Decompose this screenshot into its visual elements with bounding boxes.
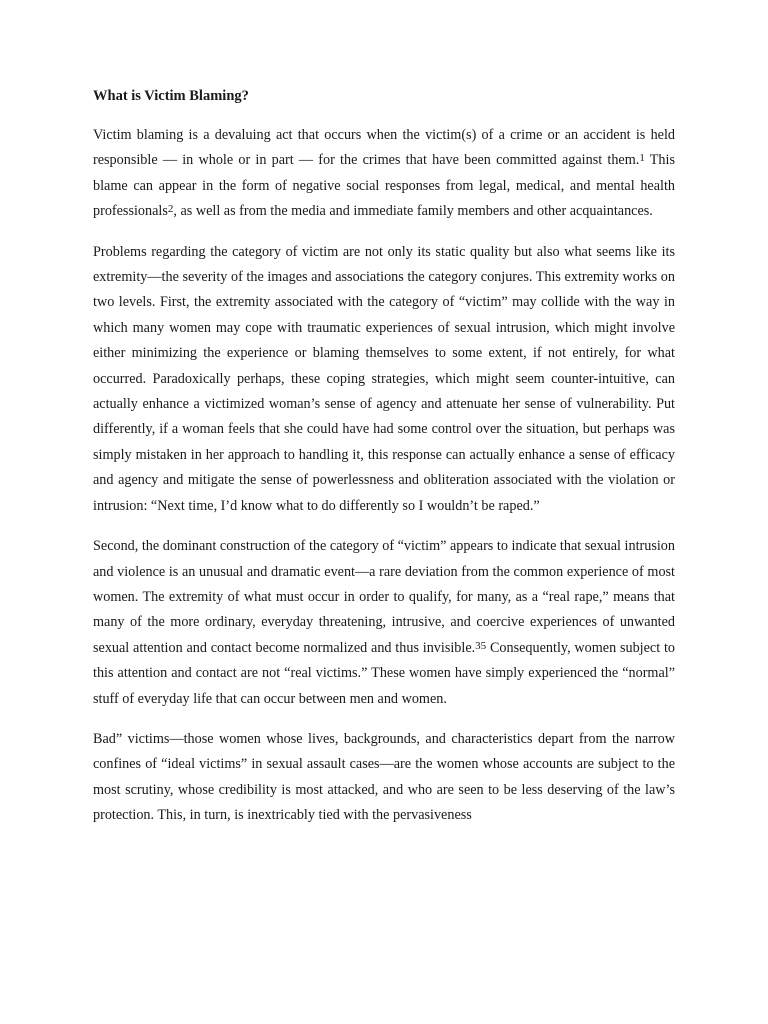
paragraph-1 bbox=[93, 123, 675, 225]
paragraph-1-text-b: This blame can appear in the form of negative social responses from legal, medical, and mental health professionals bbox=[93, 152, 675, 220]
paragraph-4: Bad” victims—those women whose lives, backgrounds, and characteristics depart from the narrow confines of “ideal victims” in sexual assault cases—are the women whose accounts are subject to the most scrutiny, whose credibility is most attacked, and who are seen to be less deserving of the law’s protection. This, in turn, is inextricably tied with the pervasiveness bbox=[93, 730, 675, 824]
paragraph-2: Problems regarding the category of victim are not only its static quality but also what seems like its extremity—the severity of the images and associations the category conjures. This extremity works on two levels. First, the extremity associated with the category of “victim” may collide with the way in which many women may cope with traumatic experiences of sexual intrusion, which might involve either minimizing the experience or blaming themselves to some extent, if not entirely, for what occurred. Paradoxically perhaps, these coping strategies, which might seem counter-intuitive, can actually enhance a victimized woman’s sense of agency and attenuate her sense of vulnerability. Put differently, if a woman feels that she could have had some control over the situation, but perhaps was simply mistaken in her approach to handling it, this response can actually enhance a sense of efficacy and agency and mitigate the sense of powerlessness and obliteration associated with the violation or intrusion: “Next time, I’d know what to do differently so I wouldn’t be raped.” bbox=[93, 243, 675, 514]
footnote-ref-1: 1 bbox=[639, 152, 645, 165]
paragraph-3-text-a: Second, the dominant construction of the category of “victim” appears to indicate that sexual intrusion and violence is an unusual and dramatic event—a rare deviation from the common experience of most women. The extremity of what must occur in order to qualify, for many, as a “real rape,” means that many of the more ordinary, everyday threatening, intrusive, and coercive experiences of unwanted sexual attention and contact become normalized and thus invisible. bbox=[93, 538, 675, 656]
paragraph-3 bbox=[93, 534, 675, 712]
footnote-ref-35: 35 bbox=[475, 639, 487, 652]
paragraph-1-text-a: Victim blaming is a devaluing act that occurs when the victim(s) of a crime or an accident is held responsible — in whole or in part — for the crimes that have been committed against them. bbox=[93, 127, 675, 169]
document-title: What is Victim Blaming? bbox=[93, 88, 249, 104]
paragraph-3-text-b: Consequently, women subject to this attention and contact are not “real victims.” These women have simply experienced the “normal” stuff of everyday life that can occur between men and women. bbox=[93, 639, 675, 707]
paragraph-1-text-c: , as well as from the media and immediate family members and other acquaintances. bbox=[173, 203, 653, 220]
document-page bbox=[93, 86, 675, 844]
footnote-ref-2: 2 bbox=[167, 203, 174, 216]
